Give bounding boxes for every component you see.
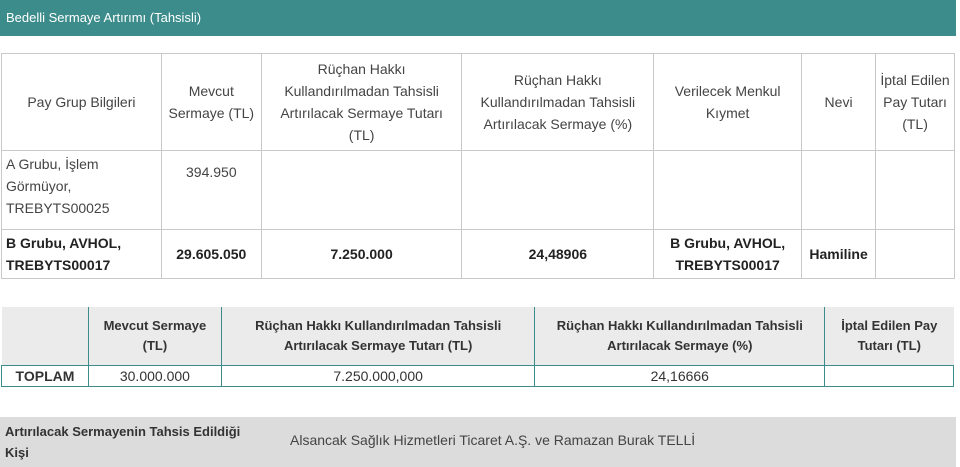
tahsis-info-row: [0, 417, 956, 467]
table-cell: [802, 151, 876, 230]
table-row: [2, 230, 955, 279]
column-header: Rüçhan Hakkı Kullandırılmadan Tahsisli Artırılacak Sermaye (%): [462, 54, 654, 151]
column-header: Mevcut Sermaye (TL): [161, 54, 261, 151]
column-header: Verilecek Menkul Kıymet: [654, 54, 802, 151]
table-cell: 24,16666: [535, 366, 825, 387]
table-cell: [654, 151, 802, 230]
table-header-row: [2, 307, 954, 366]
column-header: Rüçhan Hakkı Kullandırılmadan Tahsisli Artırılacak Sermaye Tutarı (TL): [261, 54, 462, 151]
column-header: Rüçhan Hakkı Kullandırılmadan Tahsisli Artırılacak Sermaye Tutarı (TL): [221, 307, 535, 366]
table-cell: [876, 151, 955, 230]
table-cell: [261, 151, 462, 230]
tahsis-value: Alsancak Sağlık Hizmetleri Ticaret A.Ş. ve Ramazan Burak TELLİ: [290, 432, 696, 448]
table-cell: [876, 230, 955, 279]
table-cell: 7.250.000: [261, 230, 462, 279]
column-header: İptal Edilen Pay Tutarı (TL): [876, 54, 955, 151]
total-row: [2, 366, 954, 387]
table-cell: 29.605.050: [161, 230, 261, 279]
column-header: Mevcut Sermaye (TL): [88, 307, 221, 366]
column-header: İptal Edilen Pay Tutarı (TL): [825, 307, 954, 366]
column-header: [2, 307, 89, 366]
toplam-table: [1, 307, 954, 387]
section-title-bar: [0, 0, 956, 36]
pay-grup-table: [1, 53, 955, 279]
table-cell: [825, 366, 954, 387]
column-header: Pay Grup Bilgileri: [2, 54, 162, 151]
total-label: TOPLAM: [2, 366, 89, 387]
table-header-row: [2, 54, 955, 151]
table-cell: Hamiline: [802, 230, 876, 279]
table-cell: B Grubu, AVHOL, TREBYTS00017: [654, 230, 802, 279]
section-title: Bedelli Sermaye Artırımı (Tahsisli): [6, 10, 202, 25]
table-row: [2, 151, 955, 230]
table-cell: 394.950: [161, 151, 261, 230]
column-header: Rüçhan Hakkı Kullandırılmadan Tahsisli Artırılacak Sermaye (%): [535, 307, 825, 366]
table-cell: A Grubu, İşlem Görmüyor, TREBYTS00025: [2, 151, 162, 230]
tahsis-label: Artırılacak Sermayenin Tahsis Edildiği Kişi: [5, 424, 241, 460]
table-cell: 24,48906: [462, 230, 654, 279]
table-cell: 30.000.000: [88, 366, 221, 387]
column-header: Nevi: [802, 54, 876, 151]
table-cell: B Grubu, AVHOL, TREBYTS00017: [2, 230, 162, 279]
table-cell: 7.250.000,000: [221, 366, 535, 387]
table-cell: [462, 151, 654, 230]
